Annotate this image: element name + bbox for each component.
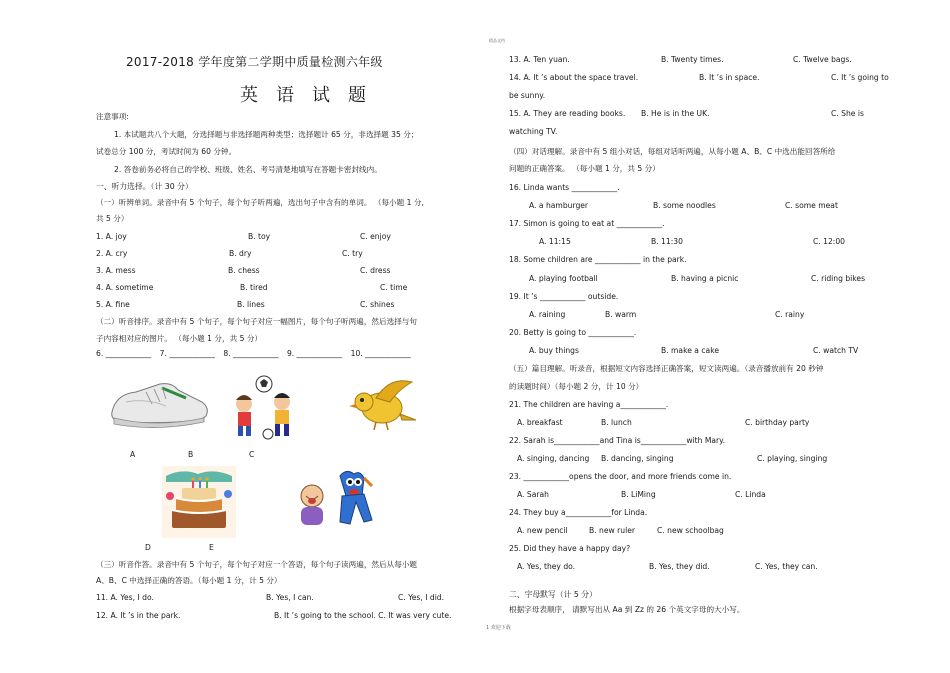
q2-option-b[interactable]: B. dry: [229, 249, 252, 258]
part-1-instructions-cont: 共 5 分）: [96, 214, 129, 223]
q23-stem: 23. ____________opens the door, and more friends come in.: [509, 472, 732, 481]
q24-option-b[interactable]: B. new ruler: [589, 526, 635, 535]
pic-label-b: B: [188, 450, 194, 459]
kids-football-picture: [228, 374, 308, 442]
q24-option-c[interactable]: C. new schoolbag: [657, 526, 724, 535]
q15-option-c-cont: watching TV.: [509, 127, 558, 136]
q3-option-c[interactable]: C. dress: [360, 266, 391, 275]
birthday-cake-picture: [162, 466, 236, 538]
q18-option-b[interactable]: B. having a picnic: [671, 274, 739, 283]
q22-option-c[interactable]: C. playing, singing: [757, 454, 828, 463]
section-2-instructions: 根据字母表顺序， 请默写出从 Aa 到 Zz 的 26 个英文字母的大小写。: [509, 605, 745, 614]
blank-10[interactable]: 10. ____________: [350, 349, 411, 358]
q13-option-c[interactable]: C. Twelve bags.: [793, 55, 852, 64]
q21-option-a[interactable]: A. breakfast: [517, 418, 563, 427]
q4-option-c[interactable]: C. time: [380, 283, 408, 292]
part-3-instructions-cont: A、B、C 中选择正确的答语。（每小题 1 分，计 5 分）: [96, 576, 282, 585]
q4-option-a[interactable]: 4. A. sometime: [96, 283, 154, 292]
exam-title: 2017-2018 学年度第二学期中质量检测六年级: [126, 55, 383, 69]
q5-option-c[interactable]: C. shines: [360, 300, 395, 309]
q14-option-a[interactable]: 14. A. It ’s about the space travel.: [509, 73, 639, 82]
pic-label-e: E: [209, 543, 214, 552]
q25-option-a[interactable]: A. Yes, they do.: [517, 562, 576, 571]
q1-option-a[interactable]: 1. A. joy: [96, 232, 127, 241]
q3-option-b[interactable]: B. chess: [228, 266, 260, 275]
part-4-instructions: （四）对话理解。录音中有 5 组小对话，每组对话听两遍，从每小题 A、B、C 中选出能回答所给: [509, 147, 836, 156]
ordering-blanks: [96, 348, 417, 359]
part-4-instructions-cont: 问题的正确答案。 （每小题 1 分，共 5 分）: [509, 164, 660, 173]
q21-option-c[interactable]: C. birthday party: [745, 418, 810, 427]
q12-option-a[interactable]: 12. A. It ’s in the park.: [96, 611, 181, 620]
q19-option-b[interactable]: B. warm: [605, 310, 637, 319]
q16-stem: 16. Linda wants ____________.: [509, 183, 620, 192]
baby-and-dog-picture: [292, 466, 376, 534]
header-watermark: 精品文档: [489, 38, 505, 43]
q25-stem: 25. Did they have a happy day?: [509, 544, 631, 553]
blank-7[interactable]: 7. ____________: [159, 349, 215, 358]
q5-option-a[interactable]: 5. A. fine: [96, 300, 130, 309]
q17-stem: 17. Simon is going to eat at ____________.: [509, 219, 665, 228]
notice-heading: 注意事项:: [96, 112, 129, 121]
q25-option-c[interactable]: C. Yes, they can.: [755, 562, 818, 571]
q1-option-b[interactable]: B. toy: [248, 232, 271, 241]
q17-option-a[interactable]: A. 11:15: [539, 237, 571, 246]
q11-option-a[interactable]: 11. A. Yes, I do.: [96, 593, 154, 602]
section-2-heading: 二、字母默写（计 5 分）: [509, 590, 597, 599]
q23-option-a[interactable]: A. Sarah: [517, 490, 549, 499]
blank-8[interactable]: 8. ____________: [223, 349, 279, 358]
blank-9[interactable]: 9. ____________: [286, 349, 343, 358]
q19-option-c[interactable]: C. rainy: [775, 310, 805, 319]
q14-option-c[interactable]: C. It ’s going to: [831, 73, 889, 82]
q13-option-b[interactable]: B. Twenty times.: [661, 55, 724, 64]
page-footer: 1 欢迎下载: [486, 625, 511, 631]
q18-option-c[interactable]: C. riding bikes: [811, 274, 866, 283]
exam-subtitle: 英语试题: [240, 85, 384, 106]
q24-option-a[interactable]: A. new pencil: [517, 526, 568, 535]
q17-option-b[interactable]: B. 11:30: [651, 237, 683, 246]
part-2-instructions: （二）听音排序。录音中有 5 个句子，每个句子对应一幅图片，每个句子听两遍，然后选择与句: [96, 317, 417, 326]
q14-option-c-cont: be sunny.: [509, 91, 546, 100]
part-3-instructions: （三）听音作答。录音中有 5 个句子，每个句子对应一个答语，每个句子读两遍，然后从每小题: [96, 560, 417, 569]
q17-option-c[interactable]: C. 12:00: [813, 237, 846, 246]
q19-option-a[interactable]: A. raining: [529, 310, 566, 319]
pic-label-d: D: [145, 543, 151, 552]
q13-option-a[interactable]: 13. A. Ten yuan.: [509, 55, 570, 64]
q15-option-b[interactable]: B. He is in the UK.: [641, 109, 710, 118]
q18-stem: 18. Some children are ____________ in the park.: [509, 255, 687, 264]
pic-label-a: A: [130, 450, 136, 459]
notice-1b: 试卷总分 100 分，考试时间为 60 分钟。: [96, 147, 237, 156]
notice-1a: 1. 本试题共八个大题，分选择题与非选择题两种类型；选择题计 65 分，非选择题 35 分；: [114, 130, 419, 139]
q23-option-c[interactable]: C. Linda: [735, 490, 766, 499]
q11-option-b[interactable]: B. Yes, I can.: [266, 593, 314, 602]
q19-stem: 19. It ’s ____________ outside.: [509, 292, 619, 301]
q22-stem: 22. Sarah is____________and Tina is____________with Mary.: [509, 436, 725, 445]
q12-option-b[interactable]: B. It ’s going to the school. C. It was very cute.: [274, 611, 452, 620]
q20-option-c[interactable]: C. watch TV: [813, 346, 859, 355]
q16-option-c[interactable]: C. some meat: [785, 201, 838, 210]
pic-label-c: C: [249, 450, 255, 459]
q2-option-a[interactable]: 2. A. cry: [96, 249, 128, 258]
q22-option-a[interactable]: A. singing, dancing: [517, 454, 590, 463]
notice-2: 2. 答卷前务必将自己的学校、班级、姓名、考号清楚地填写在答题卡密封线内。: [114, 165, 382, 174]
q5-option-b[interactable]: B. lines: [237, 300, 265, 309]
q4-option-b[interactable]: B. tired: [240, 283, 268, 292]
q15-option-a[interactable]: 15. A. They are reading books.: [509, 109, 626, 118]
sneaker-picture: [106, 372, 211, 434]
blank-6[interactable]: 6. ____________: [96, 349, 152, 358]
q23-option-b[interactable]: B. LiMing: [621, 490, 656, 499]
q16-option-b[interactable]: B. some noodles: [653, 201, 716, 210]
q11-option-c[interactable]: C. Yes, I did.: [398, 593, 445, 602]
q20-stem: 20. Betty is going to ____________.: [509, 328, 637, 337]
q3-option-a[interactable]: 3. A. mess: [96, 266, 136, 275]
part-5-instructions-cont: 的读题时间）（每小题 2 分，计 10 分）: [509, 382, 644, 391]
q20-option-a[interactable]: A. buy things: [529, 346, 579, 355]
q20-option-b[interactable]: B. make a cake: [661, 346, 719, 355]
yellow-bird-picture: [346, 374, 422, 436]
q1-option-c[interactable]: C. enjoy: [360, 232, 391, 241]
q15-option-c[interactable]: C. She is: [831, 109, 864, 118]
part-1-instructions: （一）听辨单词。录音中有 5 个句子，每个句子听两遍，选出句子中含有的单词。 （每小题 1 分,: [96, 198, 424, 207]
q25-option-b[interactable]: B. Yes, they did.: [649, 562, 710, 571]
q22-option-b[interactable]: B. dancing, singing: [601, 454, 674, 463]
part-2-instructions-cont: 子内容相对应的图片。 （每小题 1 分，共 5 分）: [96, 334, 263, 343]
q21-stem: 21. The children are having a____________.: [509, 400, 669, 409]
q2-option-c[interactable]: C. try: [342, 249, 363, 258]
q21-option-b[interactable]: B. lunch: [601, 418, 632, 427]
q16-option-a[interactable]: A. a hamburger: [529, 201, 589, 210]
q18-option-a[interactable]: A. playing football: [529, 274, 598, 283]
section-1-heading: 一、听力选择。（计 30 分）: [96, 182, 193, 191]
part-5-instructions: （五）篇目理解。听录音，根据短文内容选择正确答案，短文读两遍。（录音播放前有 20 秒钟: [509, 364, 824, 373]
q14-option-b[interactable]: B. It ’s in space.: [699, 73, 760, 82]
q24-stem: 24. They buy a____________for Linda.: [509, 508, 648, 517]
